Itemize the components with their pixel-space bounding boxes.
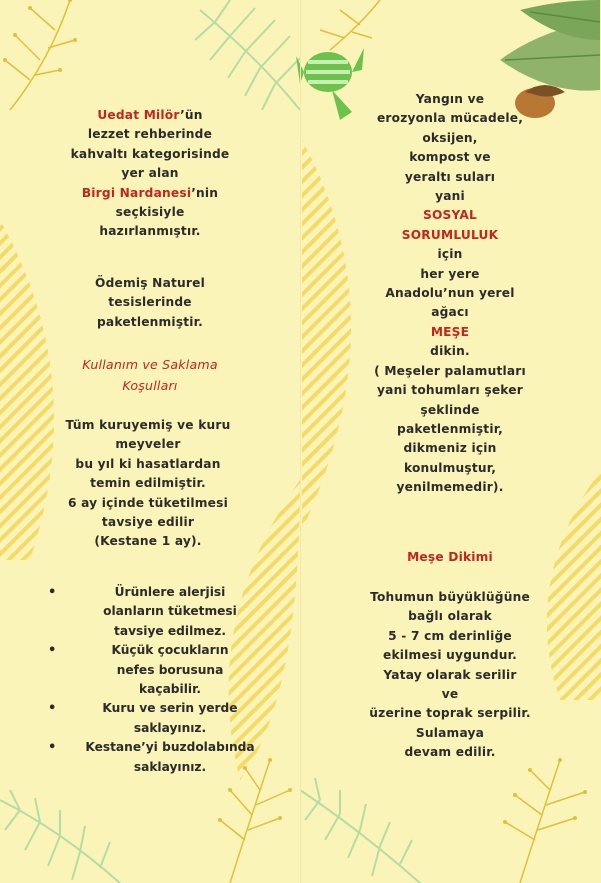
usage-heading: Kullanım ve Saklama Koşulları	[82, 357, 218, 393]
twig-bottom-left-icon	[220, 760, 290, 883]
bullet-icon: •	[48, 701, 57, 717]
oak-leaves-icon	[500, 0, 600, 91]
left-column	[60, 106, 240, 242]
reviewer-name: Uedat Milör	[97, 108, 181, 122]
fold-divider	[300, 0, 301, 883]
intro-line-4: yer alan	[121, 166, 179, 181]
intro-line-3: kahvaltı kategorisinde	[70, 146, 230, 161]
bullet-icon: •	[48, 643, 57, 659]
packaging-line: tesislerinde	[108, 295, 192, 310]
right-column: Yangın ve erozyonla mücadele, oksijen, kompost ve yeraltı suları yani SOSYAL SORUMLULUK için her yere Anadolu’nun yerel ağacı MEŞE dikin. ( Meşeler palamutları yani tohumları şeker şeklinde paketlenmiştir, dikmeniz için konulmuştur, yenilmemedir).	[340, 90, 560, 498]
stripe-shape-left	[0, 220, 54, 560]
storage-text: Tüm kuruyemiş ve kuru meyveler bu yıl ki hasatlardan temin edilmiştir. 6 ay içinde tüketilmesi tavsiye edilir (Kestane 1 ay).	[65, 418, 231, 549]
list-item: • Ürünlere alerjisi olanların tüketmesi tavsiye edilmez.	[48, 585, 237, 638]
planting-heading: Meşe Dikimi	[407, 550, 493, 564]
palm-leaf-bottom-left-icon	[0, 790, 120, 883]
product-name: Birgi Nardanesi	[81, 185, 192, 200]
twig-top-left-icon	[5, 0, 75, 110]
intro-line-1: Uedat Milör’ün	[97, 108, 203, 122]
intro-line-2: lezzet rehberinde	[87, 127, 213, 142]
packaging-line: paketlenmiştir.	[97, 314, 203, 329]
bullet-icon: •	[48, 585, 57, 600]
twig-top-center-icon	[320, 0, 380, 50]
bullet-icon: •	[48, 740, 57, 756]
list-item: • Kestane’yi buzdolabında saklayınız.	[48, 740, 255, 774]
warnings-list	[44, 583, 274, 777]
intro-line-5: Birgi Nardanesi’nin	[81, 185, 219, 200]
palm-leaf-top-icon	[195, 0, 300, 110]
packaging-line: Ödemiş Naturel	[95, 276, 205, 290]
intro-line-7: hazırlanmıştır.	[99, 224, 201, 239]
social-responsibility-highlight: SOSYAL	[423, 208, 477, 223]
list-item: • Kuru ve serin yerde saklayınız.	[48, 701, 238, 735]
packaging-block	[60, 274, 240, 332]
list-item: • Küçük çocukların nefes borusuna kaçabilir.	[48, 643, 229, 697]
social-responsibility-highlight: SORUMLULUK	[401, 227, 499, 242]
twig-bottom-right-icon	[505, 760, 585, 883]
tree-name: MEŞE	[430, 324, 470, 339]
twig-bottom-right-dots	[503, 758, 587, 824]
intro-line-6: seçkisiyle	[115, 205, 185, 220]
planting-text: Tohumun büyüklüğüne bağlı olarak 5 - 7 cm derinliğe ekilmesi uygundur. Yatay olarak serilir ve üzerine toprak serpilir. Sulamaya devam edilir.	[369, 590, 531, 760]
palm-leaf-bottom-center-icon	[300, 778, 420, 883]
